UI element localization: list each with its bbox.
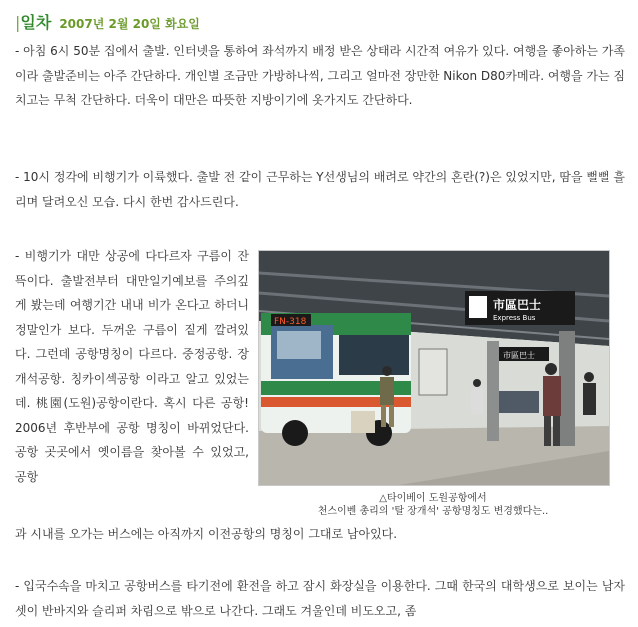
info-kiosk <box>419 349 447 395</box>
express-bus-sign <box>465 291 575 325</box>
airport-photo <box>258 250 610 486</box>
bus-side-window <box>339 335 409 375</box>
heading-date: 2007년 2월 20일 화요일 <box>59 17 200 31</box>
heading-day: 일차 <box>20 13 52 32</box>
paragraph-bus: - 입국수속을 마치고 공항버스를 타기전에 환전을 하고 잠시 화장실을 이용한다. 그때 한국의 대학생으로 보이는 남자셋이 반바지와 슬리퍼 차림으로 밖으로 나간다. 그래도 겨울인데 비도오고, 좀 <box>15 579 625 618</box>
airport-photo-illustration <box>259 251 609 485</box>
bus-wheel <box>282 420 308 446</box>
secondary-bus-sign <box>499 347 549 361</box>
bus-route-label: FN-318 <box>274 317 307 327</box>
caption-line-2: 천스이벤 총리의 '탈 장개석' 공항명칭도 변경했다는.. <box>317 506 549 517</box>
paragraph-arrival-tail: 과 시내를 오가는 버스에는 아직까지 이전공항의 명칭이 그대로 남아있다. <box>15 527 398 541</box>
paragraph-takeoff: - 10시 정각에 비행기가 이륙했다. 출발 전 같이 근무하는 Y선생님의 배려로 약간의 혼란(?)은 있었지만, 땀을 뻘뻘 흘리며 달려오신 모습. 다시 한번 감사드린다. <box>15 170 625 209</box>
paragraph-departure: - 아침 6시 50분 집에서 출발. 인터넷을 통하여 좌석까지 배정 받은 상태라 시간적 여유가 있다. 여행을 좋아하는 가족이라 출발준비는 아주 간단하다. 개인별 조금만 가방하나씩, 그리고 얼마전 장만한 Nikon D80카메라. 여행을 가는 짐치고는 무척 간단하다. 더욱이 대만은 따뜻한 지방이기에 옷가지도 간단하다. <box>15 44 626 107</box>
sign-chinese-small: 市區巴士 <box>503 351 535 360</box>
caption-line-1: △타이베이 도원공항에서 <box>379 493 487 504</box>
heading-bar: | <box>15 13 21 32</box>
photo-caption <box>258 492 608 518</box>
terminal-column <box>559 331 575 446</box>
bus-ad-screen <box>277 331 321 359</box>
paragraph-arrival: - 비행기가 대만 상공에 다다르자 구름이 잔뜩이다. 출발전부터 대만일기예보를 주의깊게 봤는데 여행기간 내내 비가 온다고 하더니 정말인가 보다. 두꺼운 구름이 짙게 깔려있다. 그런데 공항명칭이 다르다. 중정공항. 장개석공항. 칭카이섹공항 이라고 알고 있었는데. 桃園(도원)공항이란다. 혹시 다른 공항! 2006년 후반부에 공항 명칭이 바뀌었단다. 공항 곳곳에서 옛이름을 찾아볼 수 있었고, 공항 <box>15 249 249 484</box>
terminal-column <box>487 341 499 441</box>
sign-english: Express Bus <box>493 314 536 322</box>
entry-heading <box>15 10 625 34</box>
luggage-cart <box>351 411 375 433</box>
bus-pictogram-icon <box>469 296 487 318</box>
sign-chinese: 市區巴士 <box>493 298 542 312</box>
